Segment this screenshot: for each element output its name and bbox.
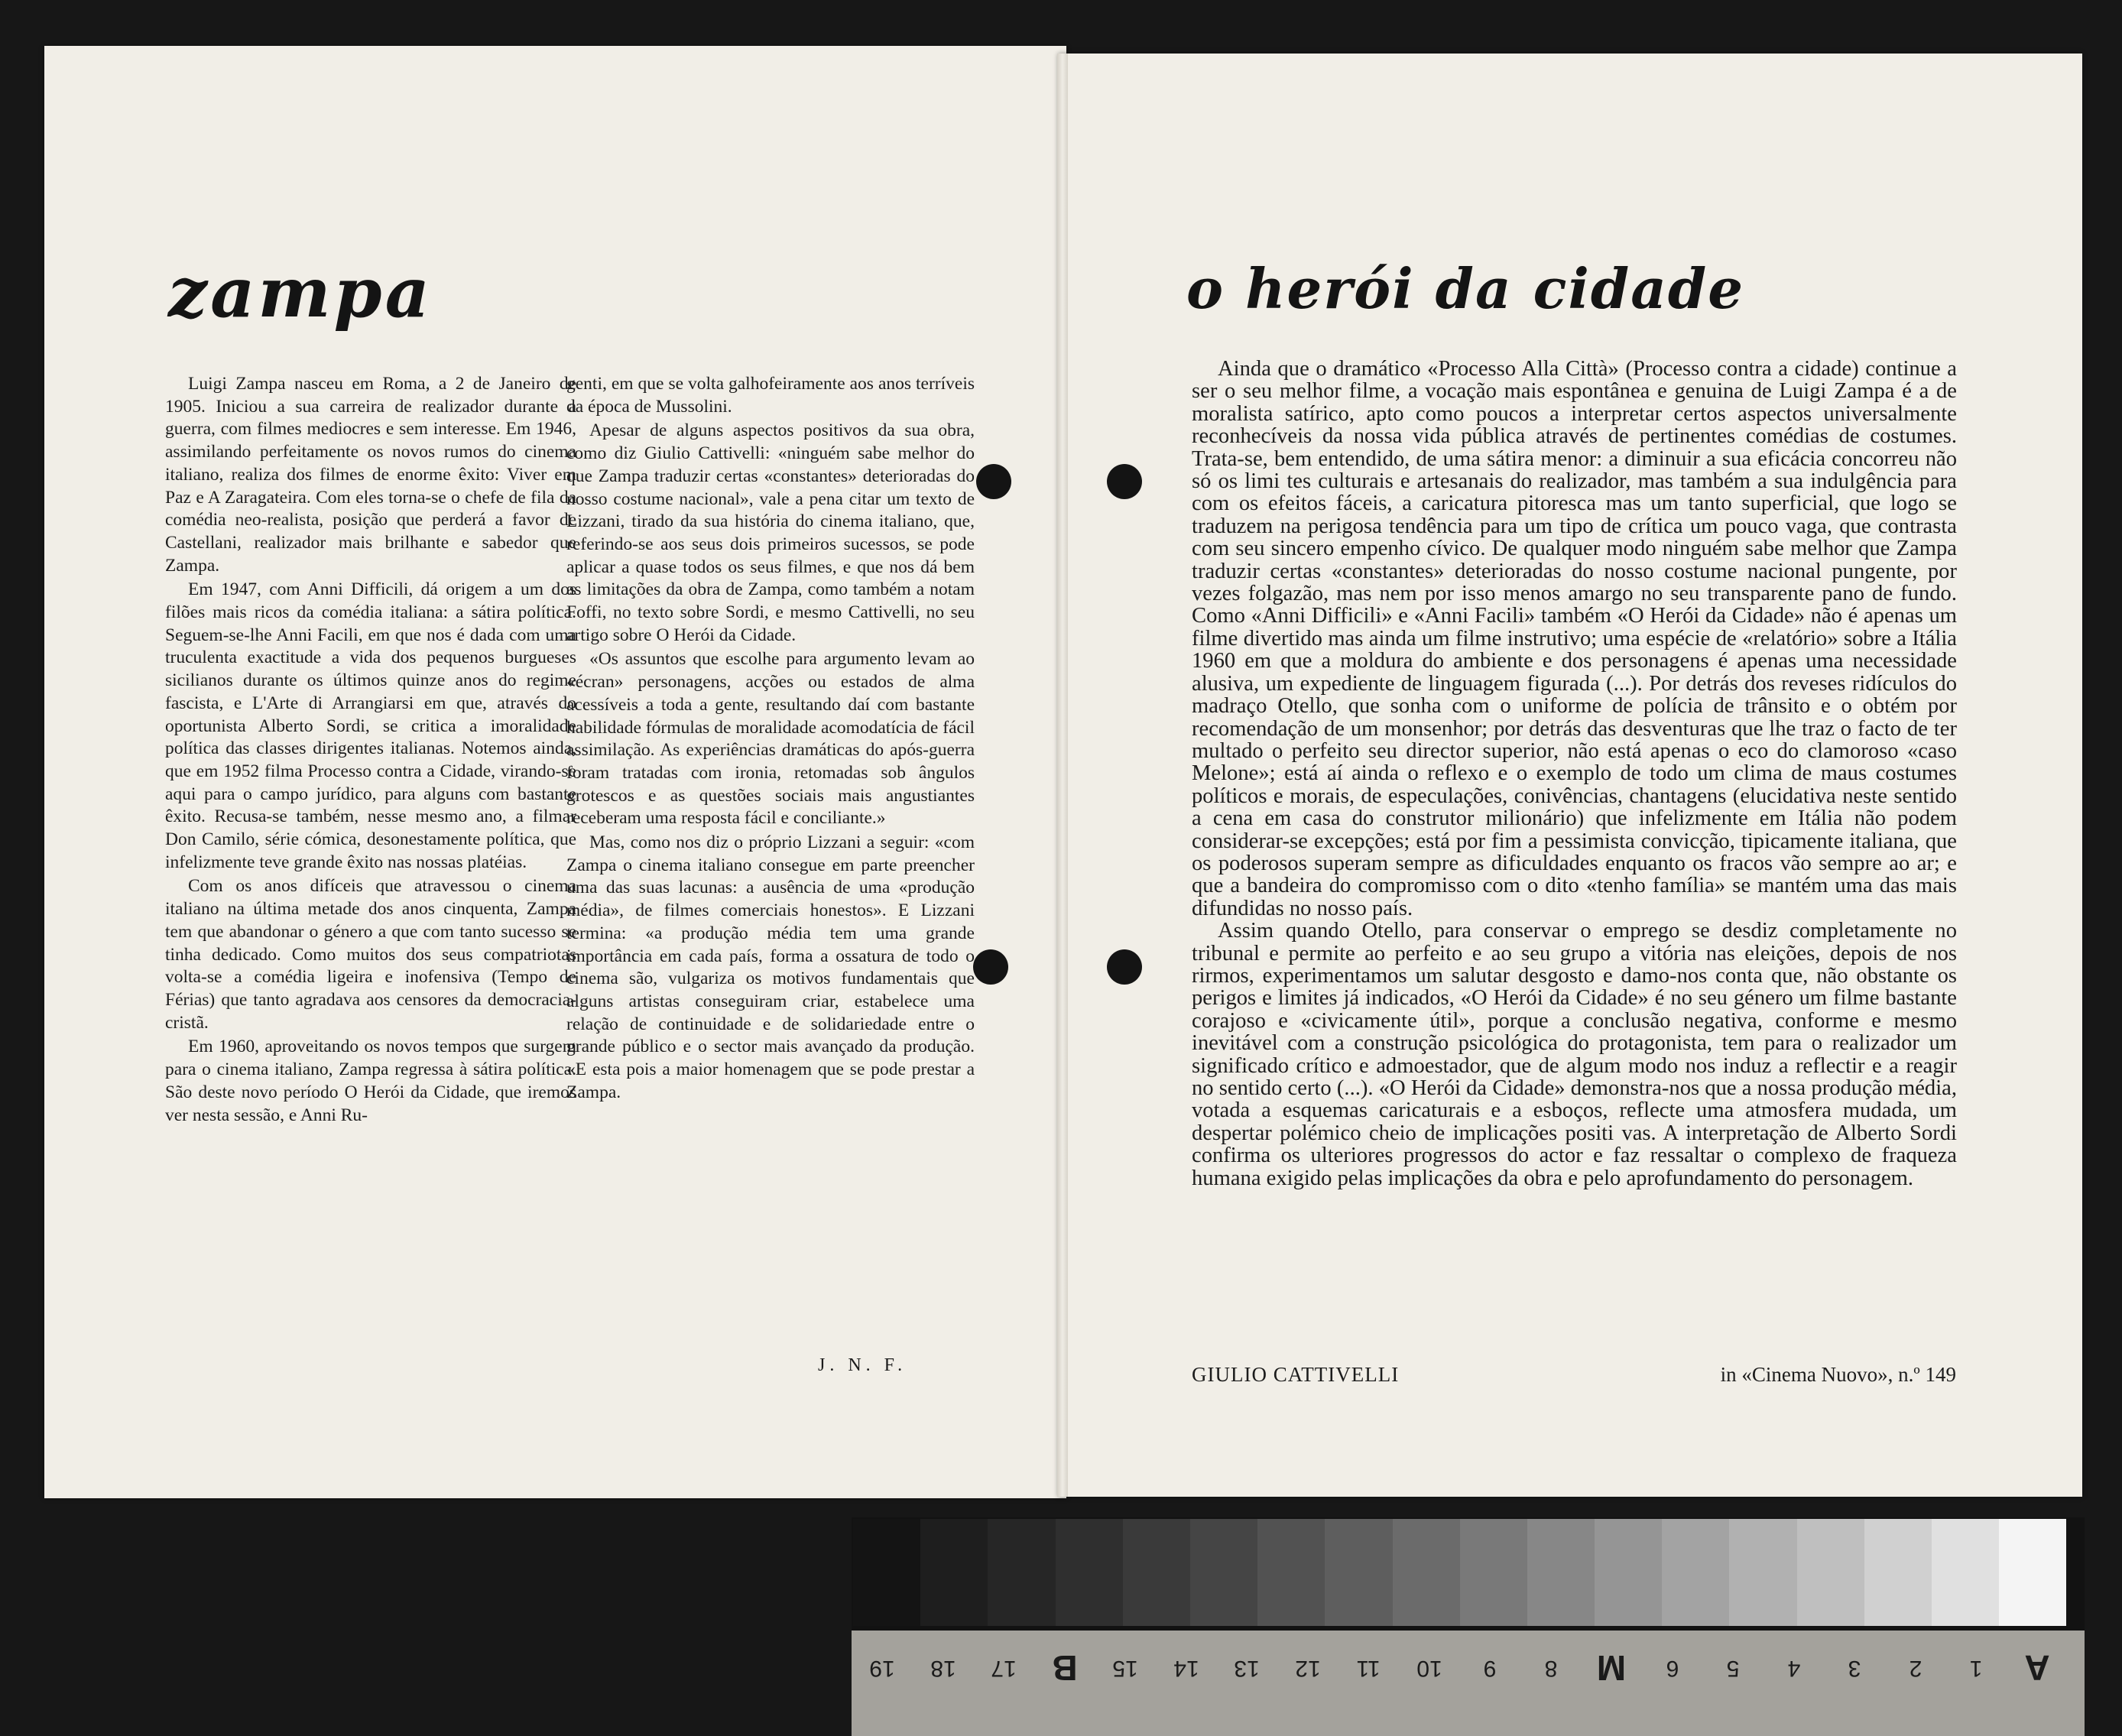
gray-swatch — [1662, 1519, 1729, 1626]
page-fold — [1057, 54, 1068, 1497]
paragraph: Com os anos difíceis que atravessou o cinema italiano na última metade dos anos cinquenta, Zampa tem que abandonar o género a que com tanto sucesso se tinha dedicado. Como muitos dos seus compatriotas volta-se a comédia ligeira e inofensiva (Tempo de Férias) que tanto agradava aos censores da democracia-cristã. — [165, 876, 576, 1033]
ruler-label: 11 — [1356, 1656, 1381, 1681]
gray-swatch — [853, 1519, 920, 1626]
punch-hole — [1107, 464, 1142, 499]
gray-swatch — [1999, 1519, 2066, 1626]
scale-ruler — [852, 1631, 2085, 1736]
gray-swatch — [1729, 1519, 1796, 1626]
paragraph: Assim quando Otello, para conservar o emprego se desdiz completamente no tribunal e permite ao perfeito e ao seu grupo a vitória nas eleições, depois de nos rirmos, experimentamos um salutar desgosto e damo-nos conta que, não obstante os perigos e limites já indicados, «O Herói da Cidade» é no seu género um filme bastante corajoso e «civicamente útil», porque a conclusão negativa, conforme e mesmo inevitável com a construção psicológica do protagonista, tem para o realizador um significado crítico e admoestador, que de algum modo nos induz a reflectir e a reagir no sentido certo (...). «O Herói da Cidade» demonstra-nos que a nossa produção média, votada a esquemas caricaturais e a esboços, reflecte uma atmosfera mudada, um despertar polémico cheio de implicações positi vas. A interpretação de Alberto Sordi confirma os ulteriores progressos do actor e faz ressaltar o complexo de fraqueza humana exigido pelas implicações da obra e pelo aprofundamento do personagem. — [1192, 919, 1957, 1190]
gray-swatch — [1527, 1519, 1595, 1626]
punch-hole — [976, 464, 1011, 499]
ruler-label: 3 — [1848, 1656, 1861, 1681]
gray-swatch — [1595, 1519, 1662, 1626]
gray-swatch — [1460, 1519, 1527, 1626]
author-name: GIULIO CATTIVELLI — [1192, 1363, 1400, 1386]
paragraph: Apesar de alguns aspectos positivos da sua obra, como diz Giulio Cattivelli: «ninguém sabe melhor do que Zampa traduzir certas «constantes» deterioradas do nosso costume nacional», vale a pena citar um texto de Lizzani, tirado da sua história do cinema italiano, que, referindo-se aos seus dois primeiros sucessos, se pode aplicar a quase todos os seus filmes, e que nos dá bem as limitações da obra de Zampa, como também a notam Foffi, no texto sobre Sordi, e mesmo Cattivelli, no seu artigo sobre O Herói da Cidade. — [566, 420, 975, 645]
article-title-heroi: o herói da cidade — [1186, 256, 1745, 321]
ruler-label: A — [2023, 1648, 2050, 1688]
ruler-label: 5 — [1726, 1656, 1740, 1681]
author-initials: J. N. F. — [818, 1355, 907, 1375]
ruler-label: 9 — [1483, 1656, 1497, 1681]
left-page — [44, 46, 1066, 1498]
ruler-label: 10 — [1416, 1656, 1442, 1681]
gray-swatch — [1257, 1519, 1325, 1626]
gray-swatch — [1393, 1519, 1460, 1626]
gray-swatch — [1123, 1519, 1190, 1626]
ruler-label: 6 — [1666, 1656, 1679, 1681]
punch-hole — [1107, 949, 1142, 985]
gray-swatch — [1190, 1519, 1257, 1626]
gray-swatch — [1797, 1519, 1864, 1626]
color-calibration-chart — [852, 1517, 2085, 1736]
ruler-label: 4 — [1787, 1656, 1800, 1681]
source-citation: in «Cinema Nuovo», n.º 149 — [1720, 1363, 1956, 1386]
gray-swatch — [1932, 1519, 1999, 1626]
gray-swatch — [1864, 1519, 1932, 1626]
paragraph: genti, em que se volta galhofeiramente aos anos terríveis da época de Mussolini. — [566, 374, 975, 417]
ruler-label: 18 — [930, 1656, 956, 1681]
article-title-zampa: zampa — [168, 252, 433, 333]
gray-swatch — [1056, 1519, 1123, 1626]
gray-swatch — [920, 1519, 988, 1626]
ruler-label: 15 — [1112, 1656, 1138, 1681]
article-body — [1192, 358, 1957, 1189]
ruler-label: 1 — [1969, 1656, 1983, 1681]
ruler-label: 14 — [1173, 1656, 1199, 1681]
right-page — [1058, 54, 2082, 1497]
gray-scale-swatches — [853, 1519, 2066, 1626]
gray-swatch — [988, 1519, 1055, 1626]
article-column-1 — [165, 373, 576, 1128]
ruler-label: 12 — [1294, 1656, 1321, 1681]
paragraph: Mas, como nos diz o próprio Lizzani a seguir: «com Zampa o cinema italiano consegue em parte preencher uma das suas lacunas: a ausência de uma «produção média», de filmes comerciais honestos». E Lizzani termina: «a produção média tem uma grande importância em cada país, forma a ossatura de todo o cinema são, vulgariza os motivos fundamentais que alguns artistas conseguiram criar, estabelece uma relação de continuidade e de solidariedade entre o grande público e o sector mais avançado da produção. «E esta pois a maior homenagem que se pode prestar a Zampa. — [566, 832, 975, 1102]
paragraph: Luigi Zampa nasceu em Roma, a 2 de Janeiro de 1905. Iniciou a sua carreira de realizador durante a guerra, com filmes mediocres e sem interesse. Em 1946, assimilando perfeitamente os novos rumos do cinema italiano, realiza dos filmes de enorme êxito: Viver em Paz e A Zaragateira. Com eles torna-se o chefe de fila da comédia neo-realista, posição que perderá a favor de Castellani, realizador mais brilhante e sabedor que Zampa. — [165, 374, 576, 576]
paragraph: Ainda que o dramático «Processo Alla Città» (Processo contra a cidade) continue a ser o seu melhor filme, a vocação mais espontânea e genuina de Luigi Zampa é a de moralista satírico, apto como poucos a interpretar certos aspectos universalmente reconhecíveis da nossa vida pública através de pertinentes comédias de costumes. Trata-se, bem entendido, de uma sátira menor: a diminuir a sua eficácia concorreu não só os limi tes culturais e artesanais do realizador, mas também a sua indulgência para com os efeitos fáceis, a caricatura pitoresca mas um tanto superficial, que logo se traduzem na perigosa tendência para um tipo de crítica um pouco vaga, que contrasta com seu sincero empenho cívico. De qualquer modo ninguém sabe melhor que Zampa traduzir certas «constantes» deterioradas do nosso costume nacional pungente, por vezes folgazão, mas nem por isso menos amargo no seu transparente pano de fundo. Como «Anni Difficili» e «Anni Facili» também «O Herói da Cidade» não é apenas um filme divertido mas ainda um filme instrutivo; uma espécie de «relatório» sobre a Itália 1960 em que a moldura do ambiente e dos personagens é apenas uma necessidade alusiva, um expediente de linguagem figurada (...). Por detrás dos reveses ridículos do madraço Otello, que sonha com o uniforme de polícia de trânsito e o obtém por recomendação de um monsenhor; por detrás das desventuras que lhe traz o facto de ter multado o perfeito seu director superior, não está apenas o eco do clamoroso «caso Melone»; está aí ainda o reflexo e o exemplo de todo um clima de maus costumes políticos e morais, de especulações, conivências, chantagens (elucidativa neste sentido a cena em casa do construtor milionário) que infelizmente em Itália não podem considerar-se excepções; está por fim a pessimista convicção, tipicamente italiana, que os poderosos superam sempre as dificuldades enquanto os fracos vão sempre ao ar; e que a bandeira do compromisso com o dito «tenho família» se mantém uma das mais difundidas no nosso país. — [1192, 357, 1957, 920]
ruler-label: 19 — [869, 1656, 895, 1681]
article-column-2 — [566, 373, 975, 1106]
punch-hole — [973, 949, 1008, 985]
paragraph: Em 1960, aproveitando os novos tempos que surgem para o cinema italiano, Zampa regressa à sátira política. São deste novo período O Herói da Cidade, que iremos ver nesta sessão, e Anni Ru- — [165, 1037, 576, 1125]
ruler-label: B — [1051, 1648, 1078, 1688]
gray-swatch — [1325, 1519, 1392, 1626]
paragraph: Em 1947, com Anni Difficili, dá origem a um dos filões mais ricos da comédia italiana: a sátira política. Seguem-se-lhe Anni Facili, em que nos é dada com uma truculenta exactitude a vida dos pequenos burgueses sicilianos durante os últimos quinze anos do regime fascista, e L'Arte di Arrangiarsi em que, através do oportunista Alberto Sordi, se critica a imoralidade política das classes dirigentes italianas. Notemos ainda, que em 1952 filma Processo contra a Cidade, virando-se aqui para o campo jurídico, para alguns com bastante êxito. Recusa-se também, nesse mesmo ano, a filmar Don Camilo, série cómica, desonestamente política, que infelizmente teve grande êxito nas nossas platéias. — [165, 579, 576, 872]
ruler-label: 8 — [1544, 1656, 1557, 1681]
ruler-label: M — [1596, 1648, 1627, 1688]
ruler-label: 17 — [991, 1656, 1017, 1681]
ruler-label: 2 — [1909, 1656, 1922, 1681]
ruler-label: 13 — [1234, 1656, 1260, 1681]
paragraph: «Os assuntos que escolhe para argumento levam ao «écran» personagens, acções ou estados de alma acessíveis a toda a gente, resultando daí com bastante habilidade fórmulas de moralidade acomodatícia de fácil assimilação. As experiências dramáticas do após-guerra foram tratadas com ironia, retomadas sob ângulos grotescos e as questões sociais mais angustiantes receberam uma resposta fácil e conciliante.» — [566, 649, 975, 829]
